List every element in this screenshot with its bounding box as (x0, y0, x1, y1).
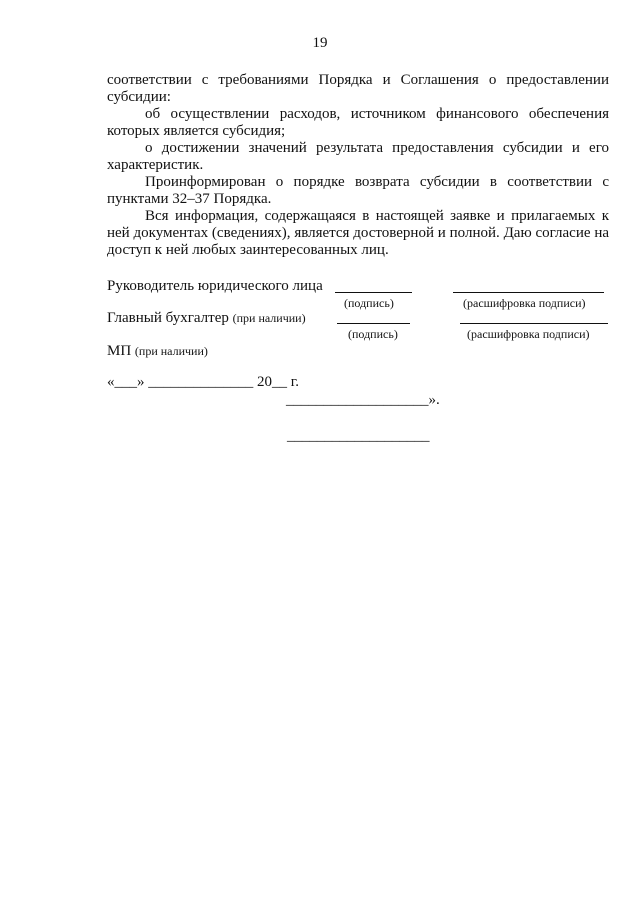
accountant-transcript-line (460, 323, 608, 324)
accountant-signature-line (337, 323, 410, 324)
page-number: 19 (312, 35, 328, 51)
stamp-label (107, 343, 208, 360)
head-transcript-line (453, 292, 604, 293)
closing-underline: ___________________ (287, 428, 430, 444)
head-transcript-caption: (расшифровка подписи) (463, 296, 586, 310)
accountant-signature-caption: (подпись) (348, 327, 398, 341)
head-signature-line (335, 292, 412, 293)
head-signature-caption: (подпись) (344, 296, 394, 310)
paragraph-results: о достижении значений результата предоставления субсидии и его характеристик. (107, 140, 609, 173)
accountant-label-text: Главный бухгалтер (107, 310, 229, 326)
closing-blank: ___________________ (286, 392, 429, 408)
accountant-signature-label (107, 310, 306, 327)
paragraph-consent: Вся информация, содержащаяся в настоящей заявке и прилагаемых к ней документах (сведениях), является достоверной и полной. Даю согласие на доступ к ней любых заинтересованных лиц. (107, 208, 609, 258)
stamp-label-text: МП (107, 343, 132, 359)
closing-text (286, 392, 440, 409)
head-signature-label: Руководитель юридического лица (107, 278, 323, 294)
closing-quote: ». (428, 392, 440, 408)
stamp-note: (при наличии) (134, 344, 208, 358)
accountant-note: (при наличии) (232, 311, 306, 325)
paragraph-compliance: соответствии с требованиями Порядка и Соглашения о предоставлении субсидии: (107, 72, 609, 105)
accountant-transcript-caption: (расшифровка подписи) (467, 327, 590, 341)
paragraph-refund-notice: Проинформирован о порядке возврата субсидии в соответствии с пунктами 32–37 Порядка. (107, 174, 609, 207)
date-line: «___» ______________ 20__ г. (107, 374, 299, 390)
paragraph-expenses: об осуществлении расходов, источником финансового обеспечения которых является субсидия; (107, 106, 609, 139)
body-text (107, 72, 609, 259)
